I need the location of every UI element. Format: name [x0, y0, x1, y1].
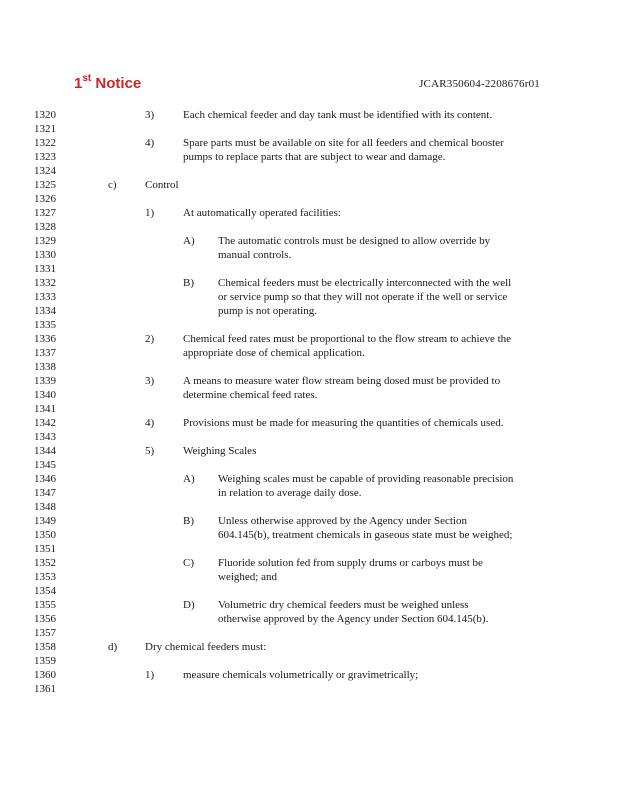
paragraph-line: Spare parts must be available on site for all feeders and chemical booster	[183, 137, 504, 149]
line-number: 1361	[34, 683, 56, 695]
paragraph-line: determine chemical feed rates.	[183, 389, 318, 401]
line-number: 1333	[34, 291, 56, 303]
line-number: 1323	[34, 151, 56, 163]
line-number: 1357	[34, 627, 56, 639]
line-number: 1340	[34, 389, 56, 401]
list-marker: 5)	[145, 445, 155, 457]
line-number: 1329	[34, 235, 56, 247]
list-marker: 1)	[145, 207, 155, 219]
line-number: 1334	[34, 305, 56, 317]
line-number: 1343	[34, 431, 56, 443]
sublist-marker: A)	[183, 473, 195, 485]
line-number: 1338	[34, 361, 56, 373]
line-number: 1349	[34, 515, 56, 527]
line-number: 1347	[34, 487, 56, 499]
paragraph-line: Unless otherwise approved by the Agency under Section	[218, 515, 467, 527]
paragraph-line: weighed; and	[218, 571, 277, 583]
list-marker: 1)	[145, 669, 155, 681]
line-number: 1331	[34, 263, 56, 275]
line-number: 1339	[34, 375, 56, 387]
line-number: 1341	[34, 403, 56, 415]
sublist-marker: B)	[183, 277, 194, 289]
sublist-marker: D)	[183, 599, 195, 611]
paragraph-line: Each chemical feeder and day tank must be identified with its content.	[183, 109, 493, 121]
line-number: 1345	[34, 459, 56, 471]
paragraph-line: Fluoride solution fed from supply drums or carboys must be	[218, 557, 483, 569]
line-number: 1360	[34, 669, 56, 681]
paragraph-line: Volumetric dry chemical feeders must be weighed unless	[218, 599, 469, 611]
paragraph-line: At automatically operated facilities:	[183, 207, 341, 219]
paragraph-line: pumps to replace parts that are subject to wear and damage.	[183, 151, 446, 163]
paragraph-line: manual controls.	[218, 249, 292, 261]
list-marker: 3)	[145, 109, 155, 121]
list-marker: 3)	[145, 375, 155, 387]
line-number: 1350	[34, 529, 56, 541]
paragraph-line: Weighing scales must be capable of providing reasonable precision	[218, 473, 514, 485]
notice-suffix: st	[82, 73, 92, 84]
notice-word: Notice	[91, 75, 142, 92]
paragraph-line: The automatic controls must be designed to allow override by	[218, 235, 491, 247]
line-number: 1356	[34, 613, 56, 625]
paragraph-line: or service pump so that they will not operate if the well or service	[218, 291, 508, 303]
line-number: 1332	[34, 277, 56, 289]
list-marker: 4)	[145, 137, 155, 149]
line-number: 1352	[34, 557, 56, 569]
line-number: 1320	[34, 109, 56, 121]
line-number: 1346	[34, 473, 56, 485]
line-number: 1324	[34, 165, 56, 177]
line-number: 1327	[34, 207, 56, 219]
line-number: 1322	[34, 137, 56, 149]
line-number: 1351	[34, 543, 56, 555]
paragraph-line: Chemical feeders must be electrically interconnected with the well	[218, 277, 512, 289]
paragraph-line: pump is not operating.	[218, 305, 317, 317]
paragraph-line: 604.145(b), treatment chemicals in gaseous state must be weighed;	[218, 529, 513, 541]
notice-number: 1	[74, 75, 83, 92]
line-number: 1358	[34, 641, 56, 653]
sublist-marker: C)	[183, 557, 194, 569]
section-marker: c)	[108, 179, 117, 191]
paragraph-line: Chemical feed rates must be proportional to the flow stream to achieve the	[183, 333, 512, 345]
line-number: 1321	[34, 123, 56, 135]
section-heading: Control	[145, 179, 179, 191]
section-marker: d)	[108, 641, 118, 653]
sublist-marker: A)	[183, 235, 195, 247]
notice-label	[74, 74, 141, 92]
line-number: 1354	[34, 585, 56, 597]
paragraph-line: Provisions must be made for measuring the quantities of chemicals used.	[183, 417, 504, 429]
line-number: 1328	[34, 221, 56, 233]
list-marker: 2)	[145, 333, 155, 345]
line-number: 1337	[34, 347, 56, 359]
list-marker: 4)	[145, 417, 155, 429]
paragraph-line: otherwise approved by the Agency under Section 604.145(b).	[218, 613, 489, 625]
line-number: 1330	[34, 249, 56, 261]
sublist-marker: B)	[183, 515, 194, 527]
paragraph-line: measure chemicals volumetrically or gravimetrically;	[183, 669, 419, 681]
line-number: 1344	[34, 445, 56, 457]
paragraph-line: appropriate dose of chemical application.	[183, 347, 365, 359]
line-number: 1359	[34, 655, 56, 667]
line-number: 1326	[34, 193, 56, 205]
document-id: JCAR350604-2208676r01	[419, 78, 540, 90]
paragraph-line: in relation to average daily dose.	[218, 487, 362, 499]
line-number: 1342	[34, 417, 56, 429]
line-number: 1355	[34, 599, 56, 611]
line-number: 1348	[34, 501, 56, 513]
section-heading: Dry chemical feeders must:	[145, 641, 267, 653]
paragraph-line: Weighing Scales	[183, 445, 257, 457]
line-number: 1353	[34, 571, 56, 583]
line-number: 1325	[34, 179, 56, 191]
paragraph-line: A means to measure water flow stream being dosed must be provided to	[183, 375, 501, 387]
line-number: 1336	[34, 333, 56, 345]
line-number: 1335	[34, 319, 56, 331]
